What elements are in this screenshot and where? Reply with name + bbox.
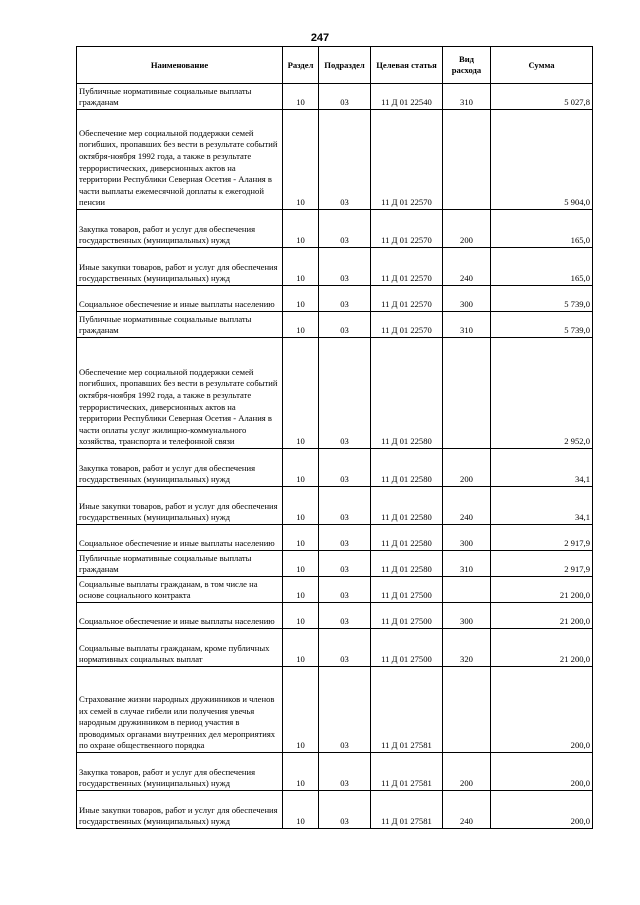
- cell-target-item: 11 Д 01 22570: [371, 248, 443, 286]
- cell-name: [77, 286, 283, 312]
- cell-section: 10: [283, 110, 319, 210]
- table-row: [77, 629, 593, 667]
- row-name-text: Закупка товаров, работ и услуг для обеспечения государственных (муниципальных) нужд: [79, 766, 256, 789]
- row-name-text: Публичные нормативные социальные выплаты гражданам: [79, 313, 252, 336]
- cell-expense-type: 310: [443, 312, 491, 338]
- cell-section: 10: [283, 551, 319, 577]
- row-name-text: Закупка товаров, работ и услуг для обеспечения государственных (муниципальных) нужд: [79, 462, 256, 485]
- cell-name: [77, 338, 283, 449]
- cell-name: [77, 667, 283, 753]
- cell-target-item: 11 Д 01 22580: [371, 487, 443, 525]
- cell-target-item: 11 Д 01 22580: [371, 525, 443, 551]
- row-name-text: Социальное обеспечение и иные выплаты населению: [79, 299, 275, 310]
- header-expense-type: Вид расхода: [443, 47, 491, 84]
- row-name-text: Публичные нормативные социальные выплаты гражданам: [79, 85, 252, 108]
- cell-amount: 34,1: [491, 487, 593, 525]
- cell-subsection: 03: [319, 629, 371, 667]
- cell-expense-type: 200: [443, 210, 491, 248]
- cell-name: [77, 248, 283, 286]
- cell-target-item: 11 Д 01 22580: [371, 551, 443, 577]
- cell-subsection: 03: [319, 753, 371, 791]
- cell-subsection: 03: [319, 110, 371, 210]
- cell-amount: 2 952,0: [491, 338, 593, 449]
- table-row: [77, 577, 593, 603]
- cell-expense-type: 310: [443, 84, 491, 110]
- cell-subsection: 03: [319, 577, 371, 603]
- table-row: [77, 603, 593, 629]
- cell-name: [77, 603, 283, 629]
- cell-amount: 21 200,0: [491, 603, 593, 629]
- table-row: [77, 248, 593, 286]
- table-row: [77, 487, 593, 525]
- row-name-text: Социальные выплаты гражданам, кроме публичных нормативных социальных выплат: [79, 642, 270, 665]
- row-name-text: Публичные нормативные социальные выплаты гражданам: [79, 552, 252, 575]
- cell-amount: 200,0: [491, 753, 593, 791]
- cell-section: 10: [283, 629, 319, 667]
- cell-amount: 21 200,0: [491, 629, 593, 667]
- cell-target-item: 11 Д 01 27500: [371, 603, 443, 629]
- cell-expense-type: 200: [443, 449, 491, 487]
- cell-amount: 5 904,0: [491, 110, 593, 210]
- cell-section: 10: [283, 312, 319, 338]
- cell-name: [77, 577, 283, 603]
- header-subsection: Подраздел: [319, 47, 371, 84]
- row-name-text: Обеспечение мер социальной поддержки семей погибших, пропавших без вести в результате событий октября-ноября 1992 года, а также в результате террористических, диверсионных актов на территории Республики Северная Осетия - Алания в части оплаты услуг жилищно-коммунального хозяйства, транспорта и телефонной связи: [79, 366, 278, 447]
- cell-subsection: 03: [319, 791, 371, 829]
- cell-name: [77, 449, 283, 487]
- cell-subsection: 03: [319, 667, 371, 753]
- cell-expense-type: 200: [443, 753, 491, 791]
- table-row: [77, 110, 593, 210]
- table-row: [77, 286, 593, 312]
- cell-section: 10: [283, 210, 319, 248]
- cell-section: 10: [283, 487, 319, 525]
- cell-target-item: 11 Д 01 22570: [371, 210, 443, 248]
- cell-target-item: 11 Д 01 22570: [371, 286, 443, 312]
- table-row: [77, 551, 593, 577]
- row-name-text: Закупка товаров, работ и услуг для обеспечения государственных (муниципальных) нужд: [79, 223, 256, 246]
- cell-subsection: 03: [319, 248, 371, 286]
- cell-section: 10: [283, 338, 319, 449]
- cell-name: [77, 84, 283, 110]
- cell-amount: 2 917,9: [491, 551, 593, 577]
- cell-subsection: 03: [319, 603, 371, 629]
- cell-target-item: 11 Д 01 22570: [371, 110, 443, 210]
- cell-expense-type: 300: [443, 603, 491, 629]
- cell-name: [77, 551, 283, 577]
- cell-section: 10: [283, 603, 319, 629]
- cell-name: [77, 487, 283, 525]
- row-name-text: Социальное обеспечение и иные выплаты населению: [79, 616, 275, 627]
- row-name-text: Обеспечение мер социальной поддержки семей погибших, пропавших без вести в результате событий октября-ноября 1992 года, а также в результате террористических, диверсионных актов на территории Республики Северная Осетия - Алания в части выплаты ежемесячной доплаты к ежегодной пенсии: [79, 127, 278, 208]
- cell-subsection: 03: [319, 487, 371, 525]
- cell-section: 10: [283, 753, 319, 791]
- table-body: [77, 84, 593, 829]
- table-row: [77, 210, 593, 248]
- cell-name: [77, 312, 283, 338]
- cell-expense-type: 240: [443, 791, 491, 829]
- cell-amount: 34,1: [491, 449, 593, 487]
- cell-section: 10: [283, 449, 319, 487]
- cell-expense-type: [443, 338, 491, 449]
- table-row: [77, 753, 593, 791]
- cell-amount: 21 200,0: [491, 577, 593, 603]
- cell-target-item: 11 Д 01 22580: [371, 338, 443, 449]
- cell-subsection: 03: [319, 525, 371, 551]
- cell-target-item: 11 Д 01 27500: [371, 629, 443, 667]
- cell-expense-type: 240: [443, 487, 491, 525]
- table-row: [77, 791, 593, 829]
- cell-amount: 200,0: [491, 791, 593, 829]
- cell-target-item: 11 Д 01 22540: [371, 84, 443, 110]
- cell-subsection: 03: [319, 84, 371, 110]
- cell-target-item: 11 Д 01 27581: [371, 667, 443, 753]
- cell-amount: 165,0: [491, 248, 593, 286]
- cell-section: 10: [283, 248, 319, 286]
- cell-target-item: 11 Д 01 27581: [371, 753, 443, 791]
- cell-section: 10: [283, 525, 319, 551]
- cell-subsection: 03: [319, 449, 371, 487]
- table-row: [77, 312, 593, 338]
- cell-target-item: 11 Д 01 27500: [371, 577, 443, 603]
- row-name-text: Иные закупки товаров, работ и услуг для обеспечения государственных (муниципальных) нужд: [79, 261, 278, 284]
- cell-amount: 200,0: [491, 667, 593, 753]
- header-amount: Сумма: [491, 47, 593, 84]
- cell-name: [77, 791, 283, 829]
- cell-expense-type: 240: [443, 248, 491, 286]
- cell-expense-type: 310: [443, 551, 491, 577]
- cell-section: 10: [283, 667, 319, 753]
- cell-name: [77, 753, 283, 791]
- header-target-item: Целевая статья: [371, 47, 443, 84]
- row-name-text: Иные закупки товаров, работ и услуг для обеспечения государственных (муниципальных) нужд: [79, 500, 278, 523]
- cell-expense-type: [443, 110, 491, 210]
- row-name-text: Иные закупки товаров, работ и услуг для обеспечения государственных (муниципальных) нужд: [79, 804, 278, 827]
- cell-amount: 2 917,9: [491, 525, 593, 551]
- cell-expense-type: 300: [443, 525, 491, 551]
- header-section: Раздел: [283, 47, 319, 84]
- cell-subsection: 03: [319, 338, 371, 449]
- cell-amount: 5 739,0: [491, 286, 593, 312]
- cell-amount: 5 739,0: [491, 312, 593, 338]
- row-name-text: Социальные выплаты гражданам, в том числе на основе социального контракта: [79, 578, 258, 601]
- row-name-text: Страхование жизни народных дружинников и членов их семей в случае гибели или получения увечья народным дружинником в период участия в проводимых органами внутренних дел мероприятиях по охране общественного порядка: [79, 694, 276, 751]
- cell-section: 10: [283, 791, 319, 829]
- table-row: [77, 84, 593, 110]
- table-row: [77, 338, 593, 449]
- cell-section: 10: [283, 577, 319, 603]
- cell-name: [77, 629, 283, 667]
- cell-target-item: 11 Д 01 27581: [371, 791, 443, 829]
- table-header: [77, 47, 593, 84]
- cell-expense-type: 300: [443, 286, 491, 312]
- cell-section: 10: [283, 286, 319, 312]
- cell-expense-type: [443, 577, 491, 603]
- cell-name: [77, 210, 283, 248]
- cell-subsection: 03: [319, 210, 371, 248]
- page-number: 247: [310, 32, 330, 44]
- cell-name: [77, 525, 283, 551]
- cell-expense-type: 320: [443, 629, 491, 667]
- cell-expense-type: [443, 667, 491, 753]
- budget-table: [76, 46, 593, 829]
- cell-subsection: 03: [319, 286, 371, 312]
- cell-name: [77, 110, 283, 210]
- cell-target-item: 11 Д 01 22570: [371, 312, 443, 338]
- cell-subsection: 03: [319, 551, 371, 577]
- header-name: Наименование: [77, 47, 283, 84]
- table-row: [77, 525, 593, 551]
- cell-amount: 5 027,8: [491, 84, 593, 110]
- cell-amount: 165,0: [491, 210, 593, 248]
- cell-subsection: 03: [319, 312, 371, 338]
- cell-section: 10: [283, 84, 319, 110]
- table-row: [77, 449, 593, 487]
- row-name-text: Социальное обеспечение и иные выплаты населению: [79, 538, 275, 549]
- table-row: [77, 667, 593, 753]
- cell-target-item: 11 Д 01 22580: [371, 449, 443, 487]
